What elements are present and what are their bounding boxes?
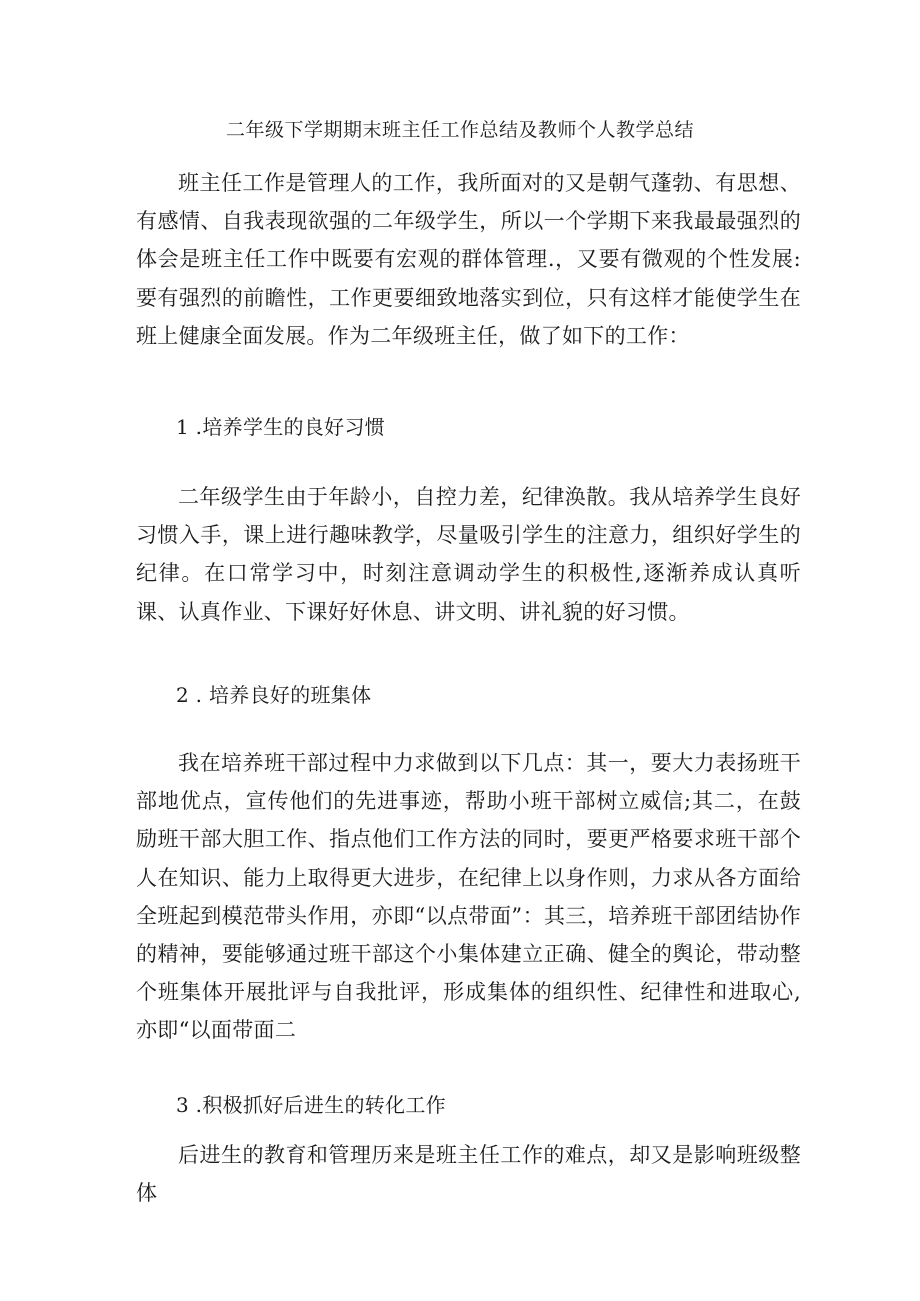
section-heading-2: 2 . 培养良好的班集体: [176, 683, 372, 707]
section-body-3: 后进生的教育和管理历来是班主任工作的难点，却又是影响班级整体: [136, 1143, 801, 1206]
section-heading-1: 1 .培养学生的良好习惯: [176, 415, 386, 439]
section-heading-3: 3 .积极抓好后进生的转化工作: [176, 1093, 446, 1117]
section-body-2: 我在培养班干部过程中力求做到以下几点：其一，要大力表扬班干部地优点，宣传他们的先进事迹，帮助小班干部树立威信;其二，在鼓励班干部大胆工作、指点他们工作方法的同时，要更严格要求班干部个人在知识、能力上取得更大进步，在纪律上以身作则，力求从各方面给全班起到模范带头作用，亦即“以点带面”：其三，培养班干部团结协作的精神，要能够通过班干部这个小集体建立正确、健全的舆论，带动整个班集体开展批评与自我批评，形成集体的组织性、纪律性和进取心,亦即“以面带面二: [136, 751, 801, 1043]
section-body-1: 二年级学生由于年龄小，自控力差，纪律涣散。我从培养学生良好习惯入手，课上进行趣味教学，尽量吸引学生的注意力，组织好学生的纪律。在口常学习中，时刻注意调动学生的积极性,逐渐养成认真听课、认真作业、下课好好休息、讲文明、讲礼貌的好习惯。: [136, 485, 801, 624]
intro-paragraph: 班主任工作是管理人的工作，我所面对的又是朝气蓬勃、有思想、有感情、自我表现欲强的二年级学生，所以一个学期下来我最最强烈的体会是班主任工作中既要有宏观的群体管理.，又要有微观的个性发展:要有强烈的前瞻性，工作更要细致地落实到位，只有这样才能使学生在班上健康全面发展。作为二年级班主任，做了如下的工作：: [136, 171, 801, 348]
document-title: 二年级下学期期末班主任工作总结及教师个人教学总结: [225, 119, 694, 141]
